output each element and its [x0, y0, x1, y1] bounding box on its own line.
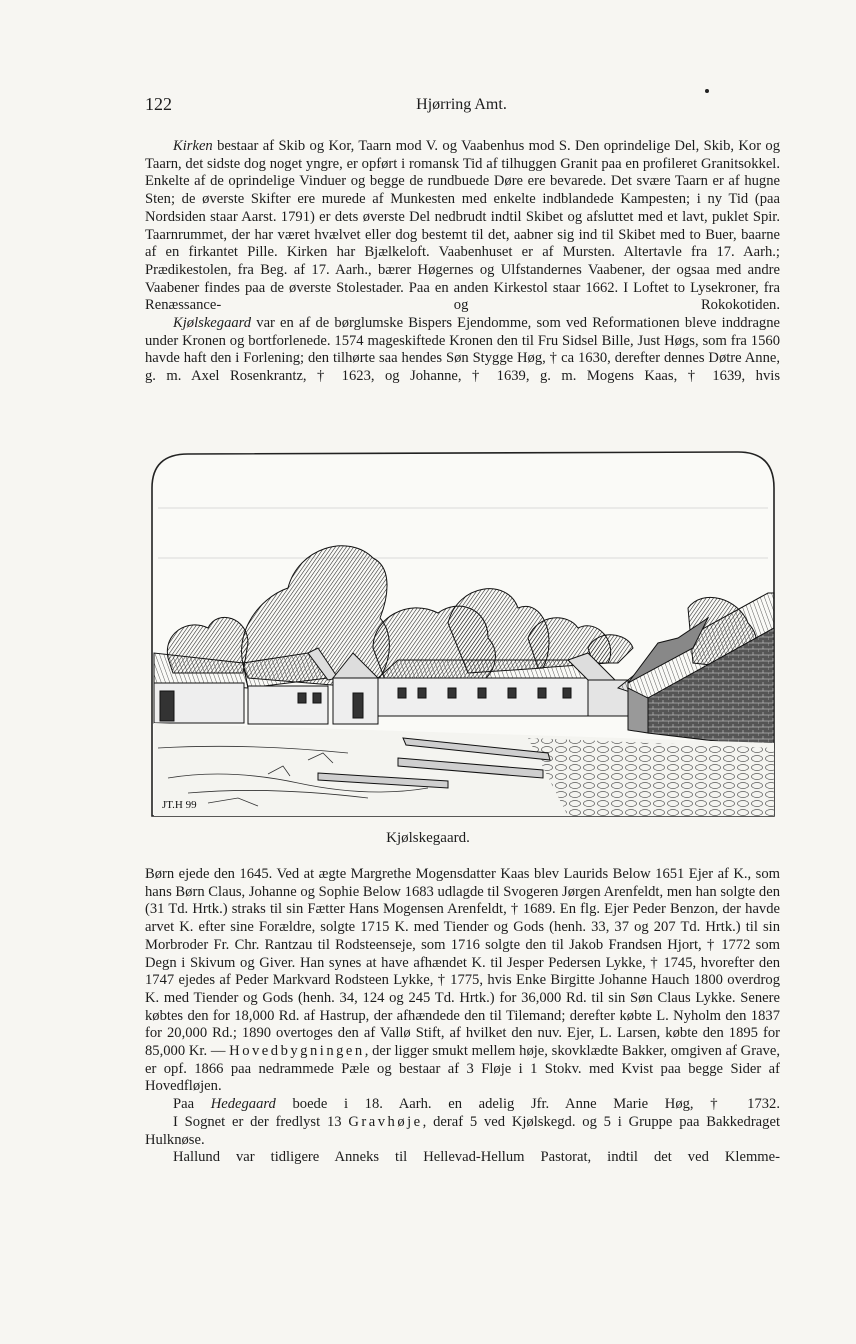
- figure-caption: Kjølskegaard.: [386, 830, 470, 846]
- paragraph-gravhoje: I Sognet er der fredlyst 13 Gravhøje, deraf 5 ved Kjølskegd. og 5 i Gruppe paa Bakkedraget Hulknøse.: [145, 1113, 780, 1148]
- engraving-kjolskegaard: [148, 448, 778, 820]
- artist-signature: JT.H 99: [162, 799, 197, 811]
- page-header: [145, 94, 778, 118]
- spaced-hovedbygningen: Hovedbygningen: [229, 1043, 365, 1060]
- main-building: [378, 653, 628, 716]
- lead-hedegaard: Hedegaard: [210, 1096, 276, 1113]
- paragraph-ownership: Børn ejede den 1645. Ved at ægte Margrethe Mogensdatter Kaas blev Laurids Below 1651 Ejer af K., som hans Børn Claus, Johanne og Sophie Below 1683 udlagde til Svogeren Jørgen Arenfeldt, men han solgte den (31 Td. Hrtk.) straks til sin Fætter Hans Mogensen Arenfeldt, † 1689. En flg. Ejer Peder Benzon, der havde arvet K. efter sine Forældre, solgte 1715 K. med Tiender og Gods (henh. 33, 37 og 207 Td. Hrtk.) til sin Morbroder Fr. Chr. Rantzau til Rodsteenseje, som 1716 solgte den til Jakob Frandsen Hjort, † 1772 som Degn i Skivum og Giver. Han synes at have afhændet K. til Jesper Pedersen Lykke, † 1745, hvorefter den 1747 ejedes af Peder Markvard Rodsteen Lykke, † 1775, hvis Enke Birgitte Johanne Hauch 1800 overdrog K. med Tiender og Gods (henh. 34, 124 og 245 Td. Hrtk.) for 36,000 Rd. til sin Søn Claus Lykke. Senere købtes den for 18,000 Rd. af Hastrup, der afhændede den til Tilemand; derefter købte L. Nyholm den 1837 for 20,000 Rd.; 1890 overtoges den af Vallø Stift, af hvilket den nuv. Ejer, L. Larsen, købte den 1895 for 85,000 Kr. — Hovedbygningen, der ligger smukt mellem høje, skovklædte Bakker, omgiven af Grave, er opf. 1866 paa nedrammede Pæle og bestaar af 3 Fløje i 1 Stokv. med Kvist paa begge Sider af Hovedfløjen.: [145, 866, 780, 1095]
- page-number: 122: [145, 94, 172, 114]
- paragraph-hallund: Hallund var tidligere Anneks til Hellevad-Hellum Pastorat, indtil det ved Klemme-: [173, 1149, 780, 1166]
- running-title: Hjørring Amt.: [416, 96, 507, 113]
- text-block-bottom: [145, 866, 780, 1167]
- ink-speck: [705, 89, 709, 93]
- paragraph-kjolskegaard: Kjølskegaard var en af de børglumske Bispers Ejendomme, som ved Reformationen bleve inddragne under Kronen og bortforlenede. 1574 mageskiftede Kronen den til Fru Sidsel Bille, Just Høgs, som fra 1560 havde haft den i Forlening; den tilhørte saa hendes Søn Stygge Høg, † ca 1630, derefter dennes Døtre Anne, g. m. Axel Rosenkrantz, † 1623, og Johanne, † 1639, g. m. Mogens Kaas, † 1639, hvis: [145, 315, 780, 385]
- paragraph-kirken: Kirken bestaar af Skib og Kor, Taarn mod V. og Vaabenhus mod S. Den oprindelige Del, Skib, Kor og Taarn, det sidste dog noget yngre, er opført i romansk Tid af tilhuggen Granit paa en profileret Granitsokkel. Enkelte af de oprindelige Vinduer og begge de rundbuede Døre ere bevarede. Det svære Taarn er af hugne Sten; de øverste Skifter ere murede af Munkesten med enkelte indblandede Kampesten; i ny Tid (paa Nordsiden staar Aarst. 1791) er dets øverste Del nedbrudt indtil Skibet og afsluttet med et lavt, puklet Spir. Taarnrummet, der har været hvælvet eller dog bestemt til det, aabner sig ind til Skibet med to Buer, baarne af en firkantet Pille. Kirken har Bjælkeloft. Vaabenhuset er af Mursten. Altertavle fra 17. Aarh.; Prædikestolen, fra Beg. af 17. Aarh., bærer Høgernes og Ulfstandernes Vaabener, der ogsaa med andre Vaabener findes paa de øverste Stolestader. Paa en anden Kirkestol staar 1662. I Loftet to Lysekroner, fra Renæssance- og Rokokotiden.: [145, 138, 780, 314]
- spaced-gravhoje: Gravhøje: [348, 1113, 423, 1130]
- lead-kirken: Kirken: [173, 138, 213, 154]
- text-block-top: [145, 138, 780, 386]
- paragraph-hedegaard: Paa Hedegaard boede i 18. Aarh. en adelig Jfr. Anne Marie Høg, † 1732.: [173, 1096, 780, 1113]
- lead-kjolskegaard: Kjølskegaard: [173, 315, 252, 332]
